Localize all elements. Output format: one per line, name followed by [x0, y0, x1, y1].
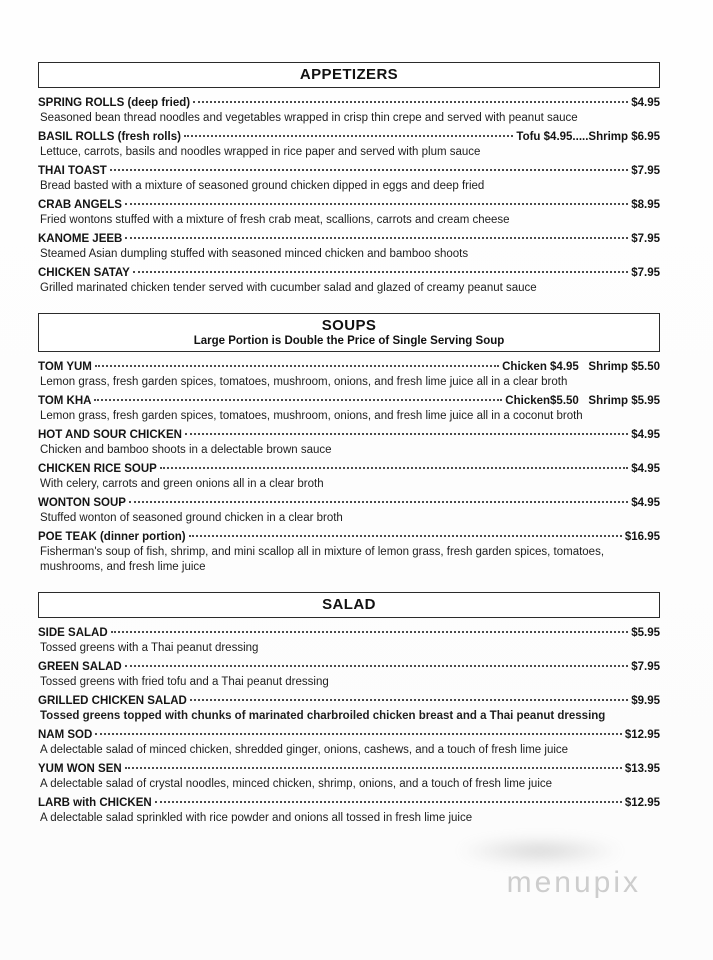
menu-item — [38, 163, 660, 194]
section-title: SOUPS — [321, 317, 377, 334]
item-price: Tofu $4.95.....Shrimp $6.95 — [516, 131, 660, 143]
item-description: Lemon grass, fresh garden spices, tomatoes, mushroom, onions, and fresh lime juice all in a clear broth — [40, 376, 568, 388]
section-title: APPETIZERS — [299, 66, 399, 83]
item-price: $7.95 — [631, 661, 660, 673]
item-description: Bread basted with a mixture of seasoned ground chicken dipped in eggs and deep fried — [40, 180, 485, 192]
section-salad — [38, 592, 660, 826]
dotted-leader — [94, 399, 502, 401]
menu-item — [38, 461, 660, 492]
item-price: Chicken$5.50 Shrimp $5.95 — [505, 395, 660, 407]
item-description: Seasoned bean thread noodles and vegetables wrapped in crisp thin crepe and served with peanut sauce — [40, 112, 578, 124]
item-description: Tossed greens topped with chunks of marinated charbroiled chicken breast and a Thai peanut dressing — [40, 710, 606, 722]
item-description: Stuffed wonton of seasoned ground chicken in a clear broth — [40, 512, 343, 524]
dotted-leader — [184, 135, 513, 137]
dotted-leader — [189, 535, 622, 537]
dotted-leader — [185, 433, 628, 435]
item-name: KANOME JEEB — [38, 233, 123, 245]
menu-item — [38, 427, 660, 458]
item-description: Lemon grass, fresh garden spices, tomatoes, mushroom, onions, and fresh lime juice all in a coconut broth — [40, 410, 583, 422]
item-name: SIDE SALAD — [38, 627, 108, 639]
section-header — [38, 313, 660, 352]
dotted-leader — [125, 203, 628, 205]
item-name: LARB with CHICKEN — [38, 797, 152, 809]
item-name: GRILLED CHICKEN SALAD — [38, 695, 187, 707]
menu-content — [38, 62, 660, 843]
item-name: GREEN SALAD — [38, 661, 122, 673]
item-description: Lettuce, carrots, basils and noodles wrapped in rice paper and served with plum sauce — [40, 146, 481, 158]
item-price: Chicken $4.95 Shrimp $5.50 — [502, 361, 660, 373]
menu-item — [38, 265, 660, 296]
item-price: $4.95 — [631, 497, 660, 509]
dotted-leader — [155, 801, 622, 803]
item-description: Steamed Asian dumpling stuffed with seasoned minced chicken and bamboo shoots — [40, 248, 469, 260]
section-title: SALAD — [322, 596, 376, 613]
scan-smudge-decoration — [455, 838, 625, 864]
menu-item — [38, 529, 660, 575]
item-name: YUM WON SEN — [38, 763, 122, 775]
item-description: Chicken and bamboo shoots in a delectable brown sauce — [40, 444, 332, 456]
menupix-watermark: menupix — [506, 866, 641, 899]
menu-item — [38, 231, 660, 262]
section-header — [38, 62, 660, 88]
dotted-leader — [190, 699, 628, 701]
item-price: $13.95 — [624, 763, 660, 775]
menu-item — [38, 727, 660, 758]
dotted-leader — [95, 365, 499, 367]
menu-item — [38, 95, 660, 126]
dotted-leader — [111, 631, 629, 633]
item-price: $8.95 — [631, 199, 660, 211]
section-appetizers — [38, 62, 660, 296]
item-name: SPRING ROLLS (deep fried) — [38, 97, 191, 109]
item-description: Tossed greens with a Thai peanut dressing — [40, 642, 259, 654]
item-description: A delectable salad of crystal noodles, minced chicken, shrimp, onions, and a touch of fresh lime juice — [40, 778, 553, 790]
dotted-leader — [110, 169, 628, 171]
item-price: $16.95 — [624, 531, 660, 543]
item-description: Fried wontons stuffed with a mixture of fresh crab meat, scallions, carrots and cream cheese — [40, 214, 510, 226]
dotted-leader — [125, 665, 629, 667]
item-name: WONTON SOUP — [38, 497, 126, 509]
item-description: A delectable salad sprinkled with rice powder and onions all tossed in fresh lime juice — [40, 812, 473, 824]
item-price: $7.95 — [631, 165, 660, 177]
menu-item — [38, 659, 660, 690]
menu-item — [38, 129, 660, 160]
item-name: CHICKEN RICE SOUP — [38, 463, 157, 475]
menu-item — [38, 761, 660, 792]
item-price: $12.95 — [624, 797, 660, 809]
item-price: $7.95 — [631, 233, 660, 245]
item-name: POE TEAK (dinner portion) — [38, 531, 186, 543]
item-name: HOT AND SOUR CHICKEN — [38, 429, 182, 441]
item-price: $4.95 — [631, 97, 660, 109]
item-name: TOM KHA — [38, 395, 92, 407]
menu-item — [38, 197, 660, 228]
item-name: THAI TOAST — [38, 165, 107, 177]
dotted-leader — [125, 237, 628, 239]
item-price: $12.95 — [624, 729, 660, 741]
item-name: BASIL ROLLS (fresh rolls) — [38, 131, 181, 143]
item-price: $4.95 — [631, 463, 660, 475]
dotted-leader — [95, 733, 622, 735]
item-name: TOM YUM — [38, 361, 92, 373]
dotted-leader — [193, 101, 628, 103]
item-name: CRAB ANGELS — [38, 199, 122, 211]
dotted-leader — [129, 501, 628, 503]
menu-item — [38, 359, 660, 390]
section-subtitle: Large Portion is Double the Price of Single Serving Soup — [193, 335, 505, 347]
item-description: A delectable salad of minced chicken, shredded ginger, onions, cashews, and a touch of fresh lime juice — [40, 744, 569, 756]
dotted-leader — [133, 271, 628, 273]
item-description: Tossed greens with fried tofu and a Thai peanut dressing — [40, 676, 329, 688]
menu-item — [38, 693, 660, 724]
item-price: $7.95 — [631, 267, 660, 279]
item-price: $9.95 — [631, 695, 660, 707]
menu-item — [38, 625, 660, 656]
item-price: $5.95 — [631, 627, 660, 639]
section-header — [38, 592, 660, 618]
menu-item — [38, 393, 660, 424]
dotted-leader — [125, 767, 622, 769]
section-soups — [38, 313, 660, 575]
item-name: CHICKEN SATAY — [38, 267, 130, 279]
dotted-leader — [160, 467, 628, 469]
item-price: $4.95 — [631, 429, 660, 441]
item-description: With celery, carrots and green onions all in a clear broth — [40, 478, 324, 490]
menu-item — [38, 495, 660, 526]
item-name: NAM SOD — [38, 729, 93, 741]
item-description: Grilled marinated chicken tender served with cucumber salad and glazed of creamy peanut sauce — [40, 282, 537, 294]
item-description: Fisherman's soup of fish, shrimp, and mini scallop all in mixture of lemon grass, fresh garden spices, tomatoes, mushrooms, and fresh lime juice — [40, 546, 605, 573]
menu-item — [38, 795, 660, 826]
